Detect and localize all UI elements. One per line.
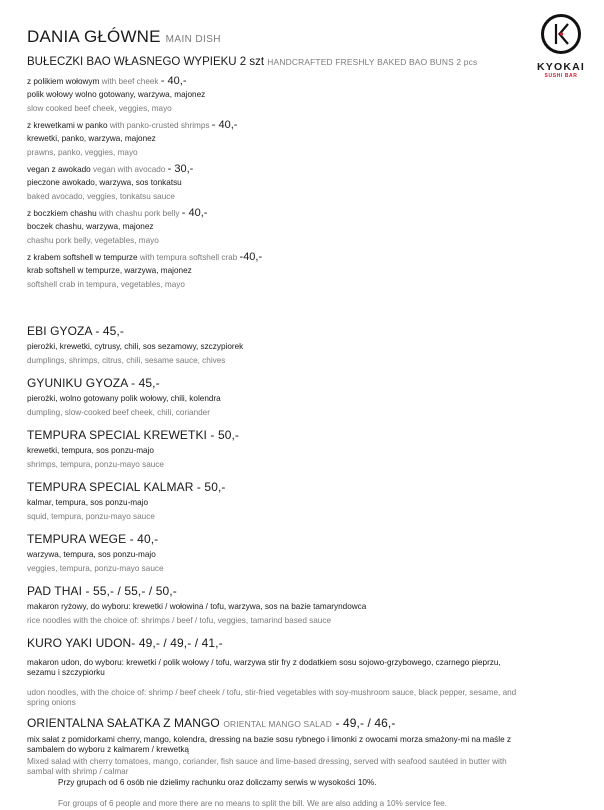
item-name: GYUNIKU GYOZA - 45,- — [27, 376, 160, 390]
bao-name-en: vegan with avocado — [93, 165, 166, 174]
item-desc-pl: warzywa, tempura, sos ponzu-majo — [27, 550, 156, 559]
item-name: KURO YAKI UDON- 49,- / 49,- / 41,- — [27, 636, 223, 650]
bao-name-en: with chashu pork belly — [98, 209, 180, 218]
item-desc-en: shrimps, tempura, ponzu-mayo sauce — [27, 460, 164, 469]
bao-price: - 40,- — [181, 207, 208, 219]
menu-item — [27, 374, 527, 420]
title-en: MAIN DISH — [165, 34, 221, 45]
bao-heading-en: HANDCRAFTED FRESHLY BAKED BAO BUNS 2 pcs — [267, 57, 478, 67]
salad-name-pl: ORIENTALNA SAŁATKA Z MANGO — [27, 716, 220, 730]
item-desc-pl: makaron ryżowy, do wyboru: krewetki / wołowina / tofu, warzywa, sos na bazie tamaryndowca — [27, 602, 367, 611]
item-desc-en: dumpling, slow-cooked beef cheek, chili, coriander — [27, 408, 210, 417]
menu-item-salad — [27, 714, 527, 777]
bao-desc-en: prawns, panko, veggies, mayo — [27, 148, 138, 157]
item-desc-en: rice noodles with the choice of: shrimps / beef / tofu, veggies, tamarind based sauce — [27, 616, 332, 625]
bao-desc-pl: polik wołowy wolno gotowany, warzywa, majonez — [27, 90, 206, 99]
salad-name-en: ORIENTAL MANGO SALAD — [223, 719, 333, 729]
bao-price: - 40,- — [211, 119, 238, 131]
item-desc-pl: kalmar, tempura, sos ponzu-majo — [27, 498, 149, 507]
bao-price: - 30,- — [167, 163, 194, 175]
bao-section-heading — [27, 55, 527, 70]
menu-item-udon — [27, 634, 527, 708]
bao-name-pl: z polikiem wołowym — [27, 77, 100, 86]
menu-item — [27, 322, 527, 368]
item-desc-en: squid, tempura, ponzu-mayo sauce — [27, 512, 155, 521]
title-pl: DANIA GŁÓWNE — [27, 27, 161, 46]
item-name: TEMPURA WEGE - 40,- — [27, 532, 159, 546]
bao-desc-pl: krewetki, panko, warzywa, majonez — [27, 134, 156, 143]
bao-desc-en: slow cooked beef cheek, veggies, mayo — [27, 104, 172, 113]
item-desc-en: Mixed salad with cherry tomatoes, mango, coriander, fish sauce and lime-based dressing, served with seafood sautéed in butter with sambal with shrimp / calmar — [27, 757, 507, 776]
item-desc-pl: makaron udon, do wyboru: krewetki / polik wołowy / tofu, warzywa stir fry z dodatkiem sosu sojowo-grzybowego, czarnego pieprzu, sezamu i szczypiorku — [27, 658, 501, 677]
logo-brand-name: KYOKAI — [536, 61, 586, 73]
salad-price: - 49,- / 46,- — [335, 716, 396, 730]
page-title — [27, 26, 527, 51]
section-spacer — [27, 295, 527, 322]
menu-page — [27, 26, 527, 810]
bao-desc-pl: boczek chashu, warzywa, majonez — [27, 222, 154, 231]
bao-item — [27, 119, 527, 160]
bao-item — [27, 75, 527, 116]
item-name — [27, 714, 527, 733]
item-name: EBI GYOZA - 45,- — [27, 324, 124, 338]
bao-desc-en: baked avocado, veggies, tonkatsu sauce — [27, 192, 175, 201]
bao-item — [27, 251, 527, 292]
group-note-en: For groups of 6 people and more there are no means to split the bill. We are also adding a 10% service fee. — [58, 799, 447, 808]
bao-name-en: with beef cheek — [101, 77, 159, 86]
bao-desc-pl: pieczone awokado, warzywa, sos tonkatsu — [27, 178, 182, 187]
bao-desc-en: softshell crab in tempura, vegetables, mayo — [27, 280, 185, 289]
menu-item — [27, 530, 527, 576]
item-name: PAD THAI - 55,- / 55,- / 50,- — [27, 584, 177, 598]
bao-heading-pl: BUŁECZKI BAO WŁASNEGO WYPIEKU 2 szt — [27, 56, 265, 68]
bao-name-pl: z boczkiem chashu — [27, 209, 97, 218]
menu-item — [27, 426, 527, 472]
item-desc-pl: pierożki, krewetki, cytrusy, chili, sos sezamowy, szczypiorek — [27, 342, 244, 351]
item-desc-pl: mix sałat z pomidorkami cherry, mango, kolendra, dressing na bazie sosu rybnego i limonki z owocami morza smażony-mi na maśle z sambalem do wyboru z kalmarem / krewetką — [27, 735, 512, 754]
kyokai-logo — [535, 13, 587, 79]
item-desc-en: veggies, tempura, ponzu-mayo sauce — [27, 564, 164, 573]
item-desc-en: udon noodles, with the choice of: shrimp / beef cheek / tofu, stir-fried vegetables with soy-mushroom sauce, black pepper, sesame, and spring onions — [27, 688, 517, 707]
item-desc-pl: krewetki, tempura, sos ponzu-majo — [27, 446, 154, 455]
bao-price: - 40,- — [160, 75, 187, 87]
bao-name-pl: vegan z awokado — [27, 165, 91, 174]
bao-name-en: with tempura softshell crab — [139, 253, 238, 262]
logo-tagline: SUSHI BAR — [544, 73, 578, 79]
group-note-pl: Przy grupach od 6 osób nie dzielimy rachunku oraz doliczamy serwis w wysokości 10%. — [58, 778, 377, 787]
bao-price: -40,- — [239, 251, 263, 263]
item-desc-pl: pierożki, wolno gotowany polik wołowy, chili, kolendra — [27, 394, 221, 403]
bao-desc-pl: krab softshell w tempurze, warzywa, majonez — [27, 266, 192, 275]
bao-item — [27, 207, 527, 248]
menu-item — [27, 582, 527, 628]
bao-name-pl: z krabem softshell w tempurze — [27, 253, 138, 262]
bao-item — [27, 163, 527, 204]
bao-desc-en: chashu pork belly, vegetables, mayo — [27, 236, 159, 245]
bao-name-en: with panko-crusted shrimps — [109, 121, 210, 130]
item-name: TEMPURA SPECIAL KALMAR - 50,- — [27, 480, 226, 494]
item-name: TEMPURA SPECIAL KREWETKI - 50,- — [27, 428, 240, 442]
menu-item — [27, 478, 527, 524]
item-desc-en: dumplings, shrimps, citrus, chili, sesame sauce, chives — [27, 356, 226, 365]
bao-name-pl: z krewetkami w panko — [27, 121, 108, 130]
logo-k-icon — [540, 13, 582, 55]
